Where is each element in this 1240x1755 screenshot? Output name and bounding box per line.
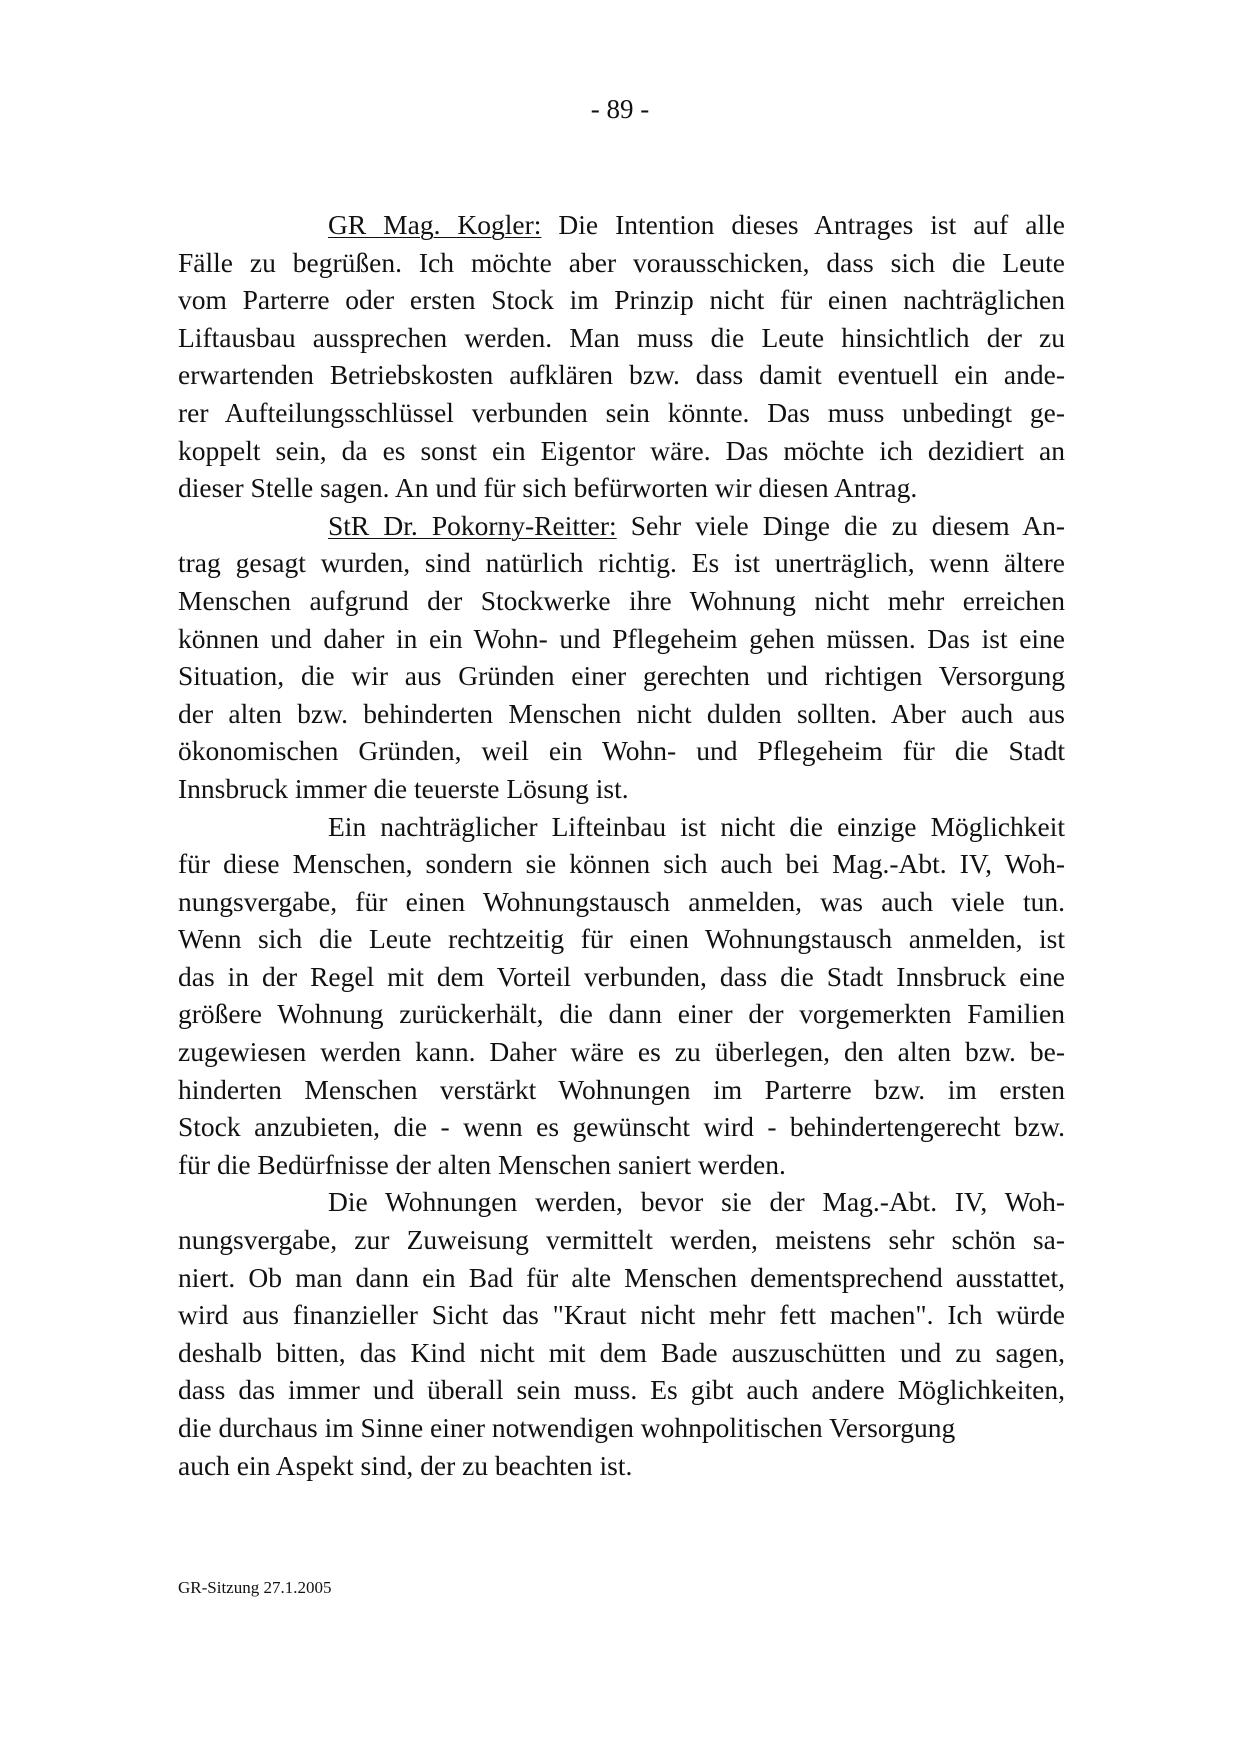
text-line: für diese Menschen, sondern sie können sich auch bei Mag.-Abt. IV, Woh- bbox=[178, 848, 1065, 880]
document-body bbox=[178, 206, 1065, 1484]
text-line: dass das immer und überall sein muss. Es gibt auch andere Möglichkeiten, bbox=[178, 1374, 1065, 1406]
line-text: Die Intention dieses Antrages ist auf alle bbox=[541, 209, 1065, 240]
text-line: können und daher in ein Wohn- und Pflegeheim gehen müssen. Das ist eine bbox=[178, 622, 1065, 654]
text-line: trag gesagt wurden, sind natürlich richtig. Es ist unerträglich, wenn ältere bbox=[178, 547, 1065, 579]
paragraph-wohnungen bbox=[178, 1183, 1065, 1484]
text-line: nungsvergabe, für einen Wohnungstausch anmelden, was auch viele tun. bbox=[178, 885, 1065, 917]
text-line: Liftausbau aussprechen werden. Man muss die Leute hinsichtlich der zu bbox=[178, 321, 1065, 353]
text-line: niert. Ob man dann ein Bad für alte Menschen dementsprechend ausstattet, bbox=[178, 1261, 1065, 1293]
line-text: Ein nachträglicher Lifteinbau ist nicht die einzige Möglichkeit bbox=[328, 810, 1065, 842]
text-line: wird aus finanzieller Sicht das "Kraut nicht mehr fett machen". Ich würde bbox=[178, 1299, 1065, 1331]
text-line: der alten bzw. behinderten Menschen nicht dulden sollten. Aber auch aus bbox=[178, 697, 1065, 729]
text-line: Innsbruck immer die teuerste Lösung ist. bbox=[178, 772, 629, 804]
text-line: rer Aufteilungsschlüssel verbunden sein könnte. Das muss unbedingt ge- bbox=[178, 396, 1065, 428]
text-line: deshalb bitten, das Kind nicht mit dem Bade auszuschütten und zu sagen, bbox=[178, 1336, 1065, 1368]
text-line: das in der Regel mit dem Vorteil verbunden, dass die Stadt Innsbruck eine bbox=[178, 960, 1065, 992]
text-line bbox=[178, 1183, 1065, 1221]
text-line: für die Bedürfnisse der alten Menschen saniert werden. bbox=[178, 1148, 786, 1180]
text-line bbox=[178, 808, 1065, 846]
page-number: - 89 - bbox=[590, 94, 650, 124]
text-line: größere Wohnung zurückerhält, die dann einer der vorgemerkten Familien bbox=[178, 998, 1065, 1030]
speaker-name: StR Dr. Pokorny-Reitter: bbox=[328, 509, 617, 541]
text-line bbox=[178, 507, 1065, 545]
text-line: ökonomischen Gründen, weil ein Wohn- und Pflegeheim für die Stadt bbox=[178, 735, 1065, 767]
text-line: koppelt sein, da es sonst ein Eigentor wäre. Das möchte ich dezidiert an bbox=[178, 434, 1065, 466]
text-line: Wenn sich die Leute rechtzeitig für einen Wohnungstausch anmelden, ist bbox=[178, 923, 1065, 955]
text-line: die durchaus im Sinne einer notwendigen wohnpolitischen Versorgung bbox=[178, 1412, 956, 1443]
text-line: dieser Stelle sagen. An und für sich befürworten wir diesen Antrag. bbox=[178, 472, 918, 504]
paragraph-kogler bbox=[178, 206, 1065, 507]
text-line: Fälle zu begrüßen. Ich möchte aber vorausschicken, dass sich die Leute bbox=[178, 246, 1065, 278]
text-line: nungsvergabe, zur Zuweisung vermittelt werden, meistens sehr schön sa- bbox=[178, 1224, 1065, 1256]
text-line: erwartenden Betriebskosten aufklären bzw. dass damit eventuell ein ande- bbox=[178, 359, 1065, 391]
paragraph-pokorny-reitter bbox=[178, 507, 1065, 808]
paragraph-lifteinbau bbox=[178, 808, 1065, 1184]
speaker-name: GR Mag. Kogler: bbox=[328, 209, 542, 240]
text-line: zugewiesen werden kann. Daher wäre es zu überlegen, den alten bzw. be- bbox=[178, 1036, 1065, 1068]
text-line: auch ein Aspekt sind, der zu beachten ist. bbox=[178, 1449, 633, 1481]
text-line: Menschen aufgrund der Stockwerke ihre Wohnung nicht mehr erreichen bbox=[178, 584, 1065, 616]
text-line bbox=[178, 206, 1065, 244]
text-line: hinderten Menschen verstärkt Wohnungen im Parterre bzw. im ersten bbox=[178, 1073, 1065, 1105]
text-line: Situation, die wir aus Gründen einer gerechten und richtigen Versorgung bbox=[178, 660, 1065, 692]
line-text: Die Wohnungen werden, bevor sie der Mag.-Abt. IV, Woh- bbox=[328, 1186, 1065, 1218]
text-line: Stock anzubieten, die - wenn es gewünscht wird - behindertengerecht bzw. bbox=[178, 1111, 1065, 1143]
text-line: vom Parterre oder ersten Stock im Prinzip nicht für einen nachträglichen bbox=[178, 284, 1065, 316]
footer-session-date: GR-Sitzung 27.1.2005 bbox=[178, 1578, 332, 1597]
line-text: Sehr viele Dinge die zu diesem An- bbox=[616, 509, 1065, 541]
